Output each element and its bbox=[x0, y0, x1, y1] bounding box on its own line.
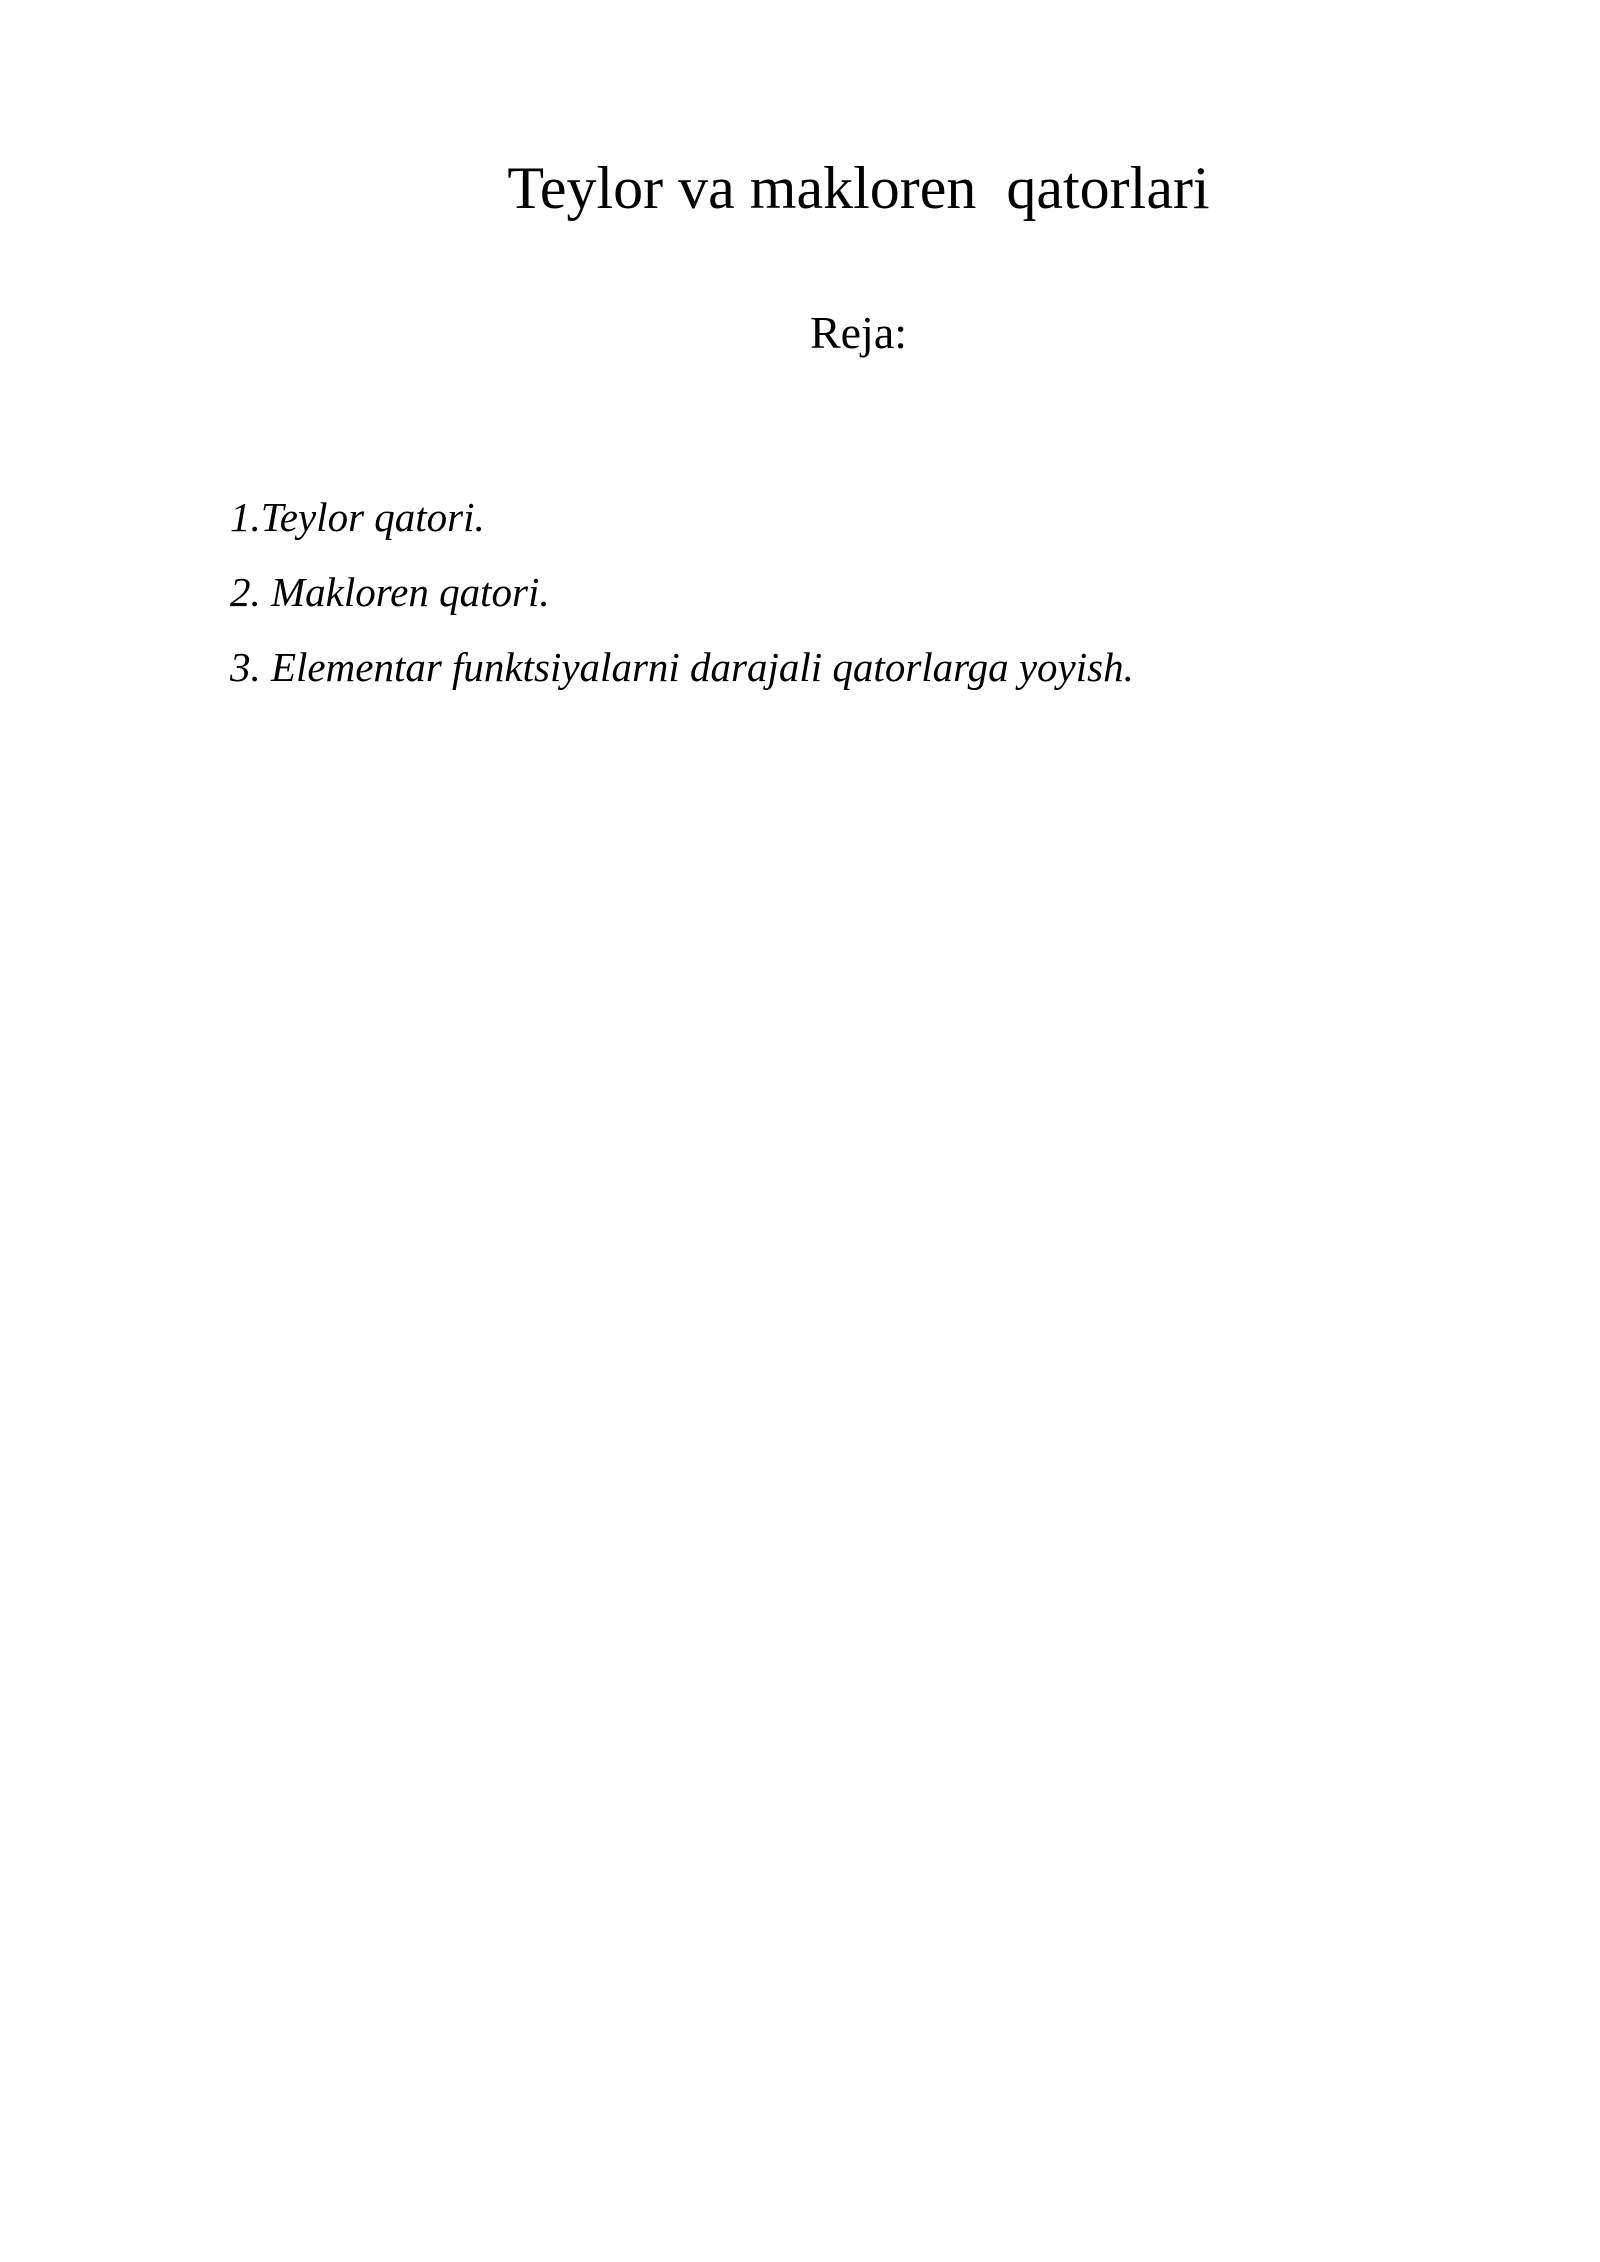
plan-heading: Reja: bbox=[809, 307, 908, 358]
plan-list bbox=[230, 480, 1134, 705]
plan-item: 2. Makloren qatori. bbox=[230, 569, 550, 615]
plan-item: 3. Elementar funktsiyalarni darajali qatorlarga yoyish. bbox=[230, 644, 1134, 690]
document-title: Teylor va makloren qatorlari bbox=[507, 155, 1210, 221]
plan-item: 1.Teylor qatori. bbox=[230, 494, 485, 540]
